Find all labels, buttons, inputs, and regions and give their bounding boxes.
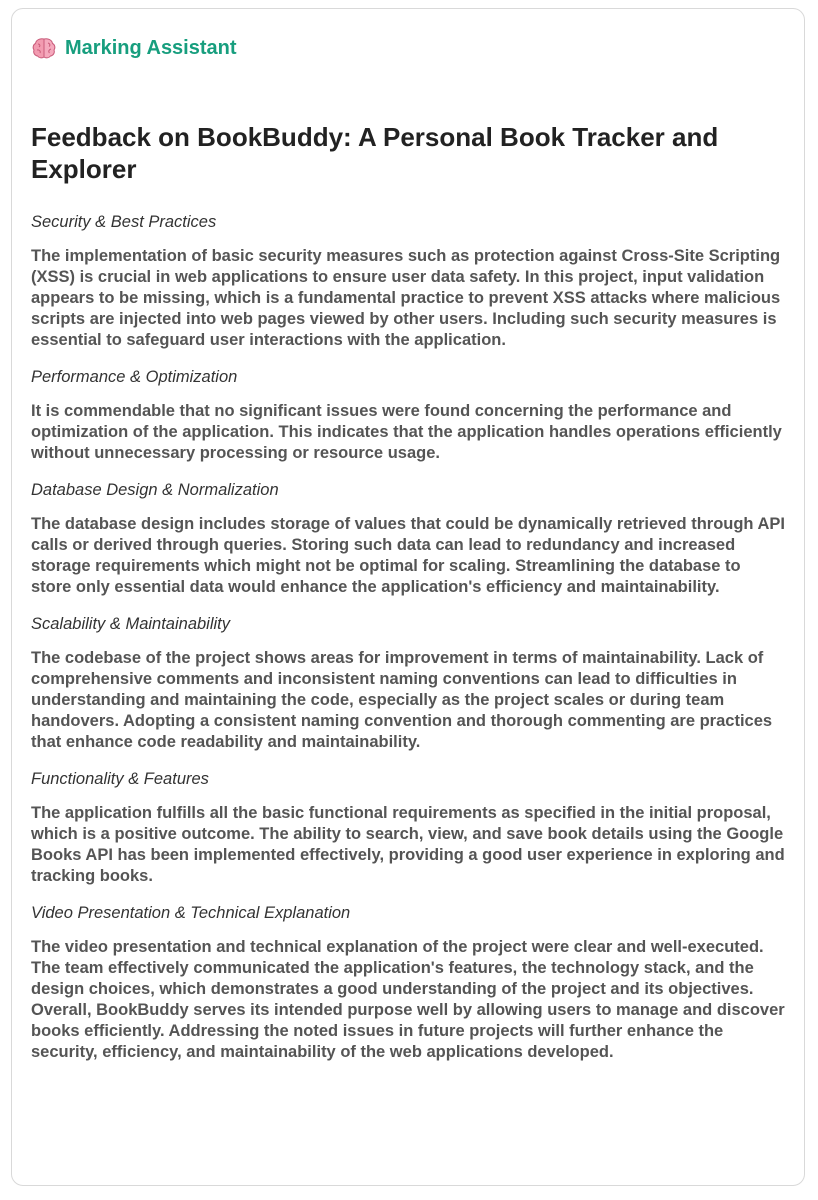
section-security <box>31 211 785 351</box>
section-body: The video presentation and technical explanation of the project were clear and well-executed. The team effectively communicated the application's features, the technology stack, and the design choices, which demonstrates a good understanding of the project and its objectives. <box>31 938 764 998</box>
section-body: The application fulfills all the basic functional requirements as specified in the initial proposal, which is a positive outcome. The ability to search, view, and save book details using the Google Books API has been implemented effectively, providing a good user experience in exploring and tracking books. <box>31 804 785 885</box>
section-video <box>31 902 785 1000</box>
app-name: Marking Assistant <box>65 36 237 59</box>
section-heading: Security & Best Practices <box>31 213 217 231</box>
brain-icon <box>31 35 57 61</box>
section-performance <box>31 366 785 464</box>
section-heading: Database Design & Normalization <box>31 481 279 499</box>
section-heading: Video Presentation & Technical Explanation <box>31 904 351 922</box>
section-heading: Performance & Optimization <box>31 368 238 386</box>
section-functionality <box>31 768 785 887</box>
section-body: It is commendable that no significant issues were found concerning the performance and optimization of the application. This indicates that the application handles operations efficiently without unnecessary processing or resource usage. <box>31 402 782 462</box>
feedback-card <box>11 8 805 1186</box>
feedback-content <box>31 121 785 1063</box>
page-title: Feedback on BookBuddy: A Personal Book Tracker and Explorer <box>31 122 719 184</box>
app-brand <box>31 33 237 63</box>
section-heading: Functionality & Features <box>31 770 209 788</box>
section-scalability <box>31 613 785 753</box>
section-body: The implementation of basic security measures such as protection against Cross-Site Scripting (XSS) is crucial in web applications to ensure user data safety. In this project, input validation appears to be missing, which is a fundamental practice to prevent XSS attacks where malicious scripts are injected into web pages viewed by other users. Including such security measures is essential to safeguard user interactions with the application. <box>31 247 781 349</box>
section-heading: Scalability & Maintainability <box>31 615 231 633</box>
section-body: The codebase of the project shows areas for improvement in terms of maintainability. Lack of comprehensive comments and inconsistent naming conventions can lead to difficulties in understanding and maintaining the code, especially as the project scales or during team handovers. Adopting a consistent naming convention and thorough commenting are practices that enhance code readability and maintainability. <box>31 649 773 751</box>
section-database <box>31 479 785 598</box>
closing-summary: Overall, BookBuddy serves its intended purpose well by allowing users to manage and discover books efficiently. Addressing the noted issues in future projects will further enhance the security, efficiency, and maintainability of the web applications developed. <box>31 1001 785 1061</box>
section-body: The database design includes storage of values that could be dynamically retrieved through API calls or derived through queries. Storing such data can lead to redundancy and increased storage requirements which might not be optimal for scaling. Streamlining the database to store only essential data would enhance the application's efficiency and maintainability. <box>31 515 785 596</box>
